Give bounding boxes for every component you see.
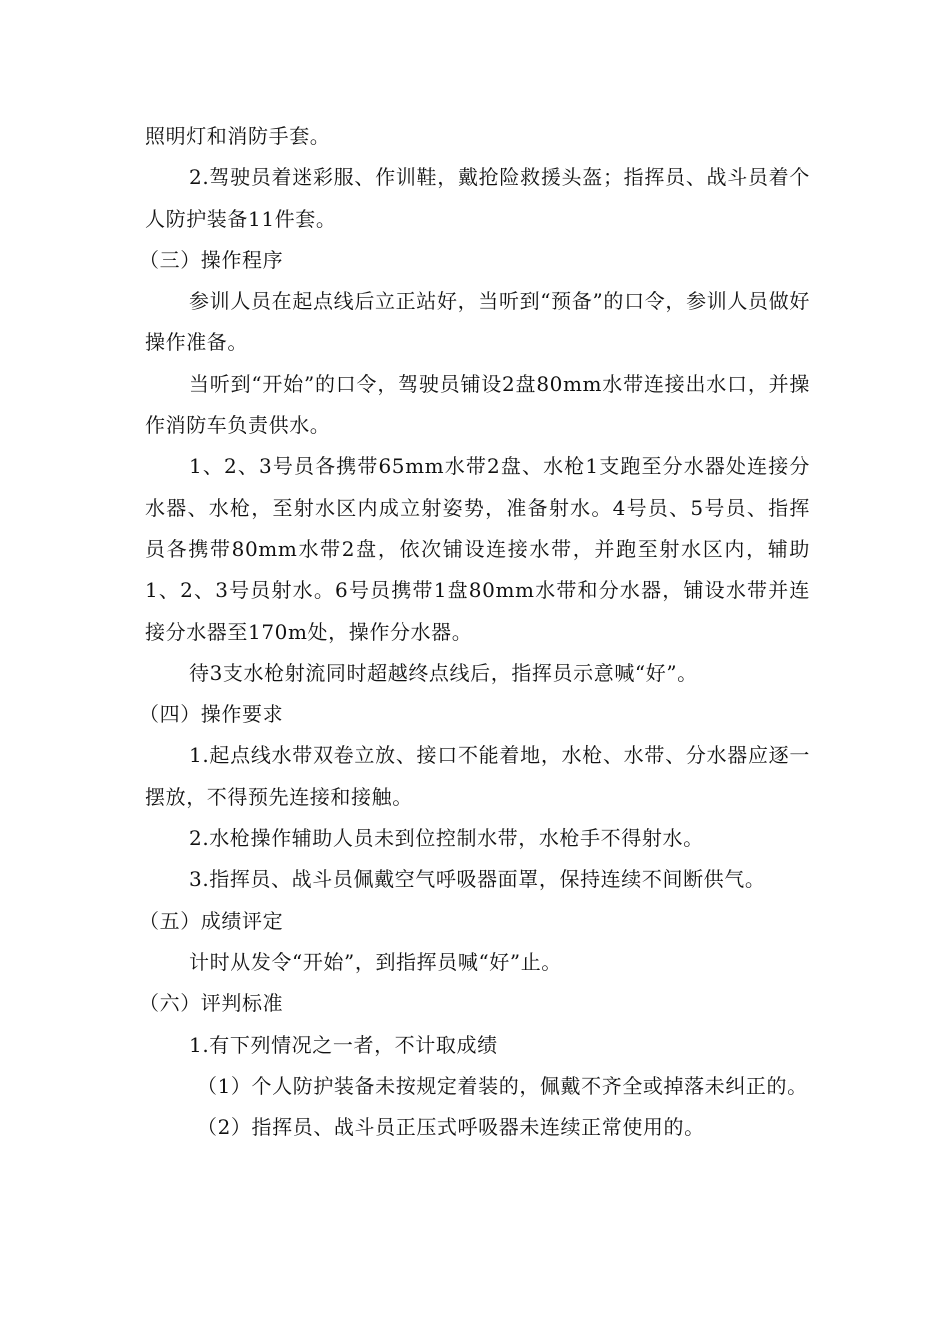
paragraph: （1）个人防护装备未按规定着装的，佩戴不齐全或掉落未纠正的。 — [197, 1073, 808, 1098]
paragraph: 3.指挥员、战斗员佩戴空气呼吸器面罩，保持连续不间断供气。 — [189, 867, 766, 892]
paragraph: 照明灯和消防手套。 — [145, 124, 331, 148]
paragraph: （2）指挥员、战斗员正压式呼吸器未连续正常使用的。 — [197, 1115, 705, 1140]
section-heading: （五）成绩评定 — [139, 908, 284, 933]
document-body — [139, 116, 810, 1148]
section-heading: （三）操作程序 — [139, 247, 284, 272]
paragraph: 2.水枪操作辅助人员未到位控制水带，水枪手不得射水。 — [189, 826, 704, 851]
paragraph: 1.起点线水带双卷立放、接口不能着地，水枪、水带、分水器应逐一摆放，不得预先连接和接触。 — [145, 743, 810, 809]
paragraph: 计时从发令“开始”，到指挥员喊“好”止。 — [189, 949, 562, 974]
section-heading: （四）操作要求 — [139, 702, 284, 727]
paragraph: 2.驾驶员着迷彩服、作训鞋，戴抢险救援头盔；指挥员、战斗员着个人防护装备11件套。 — [145, 165, 810, 231]
section-heading: （六）评判标准 — [139, 991, 284, 1016]
paragraph: 参训人员在起点线后立正站好，当听到“预备”的口令，参训人员做好操作准备。 — [145, 289, 810, 355]
paragraph: 当听到“开始”的口令，驾驶员铺设2盘80mm水带连接出水口，并操作消防车负责供水。 — [145, 371, 810, 438]
paragraph: 1、2、3号员各携带65mm水带2盘、水枪1支跑至分水器处连接分水器、水枪，至射水区内成立射姿势，准备射水。4号员、5号员、指挥员各携带80mm水带2盘，依次铺设连接水带，并跑至射水区内，辅助1、2、3号员射水。6号员携带1盘80mm水带和分水器，铺设水带并连接分水器至170m处，操作分水器。 — [145, 454, 810, 644]
paragraph: 待3支水枪射流同时超越终点线后，指挥员示意喊“好”。 — [189, 660, 698, 685]
paragraph: 1.有下列情况之一者，不计取成绩 — [189, 1032, 498, 1057]
